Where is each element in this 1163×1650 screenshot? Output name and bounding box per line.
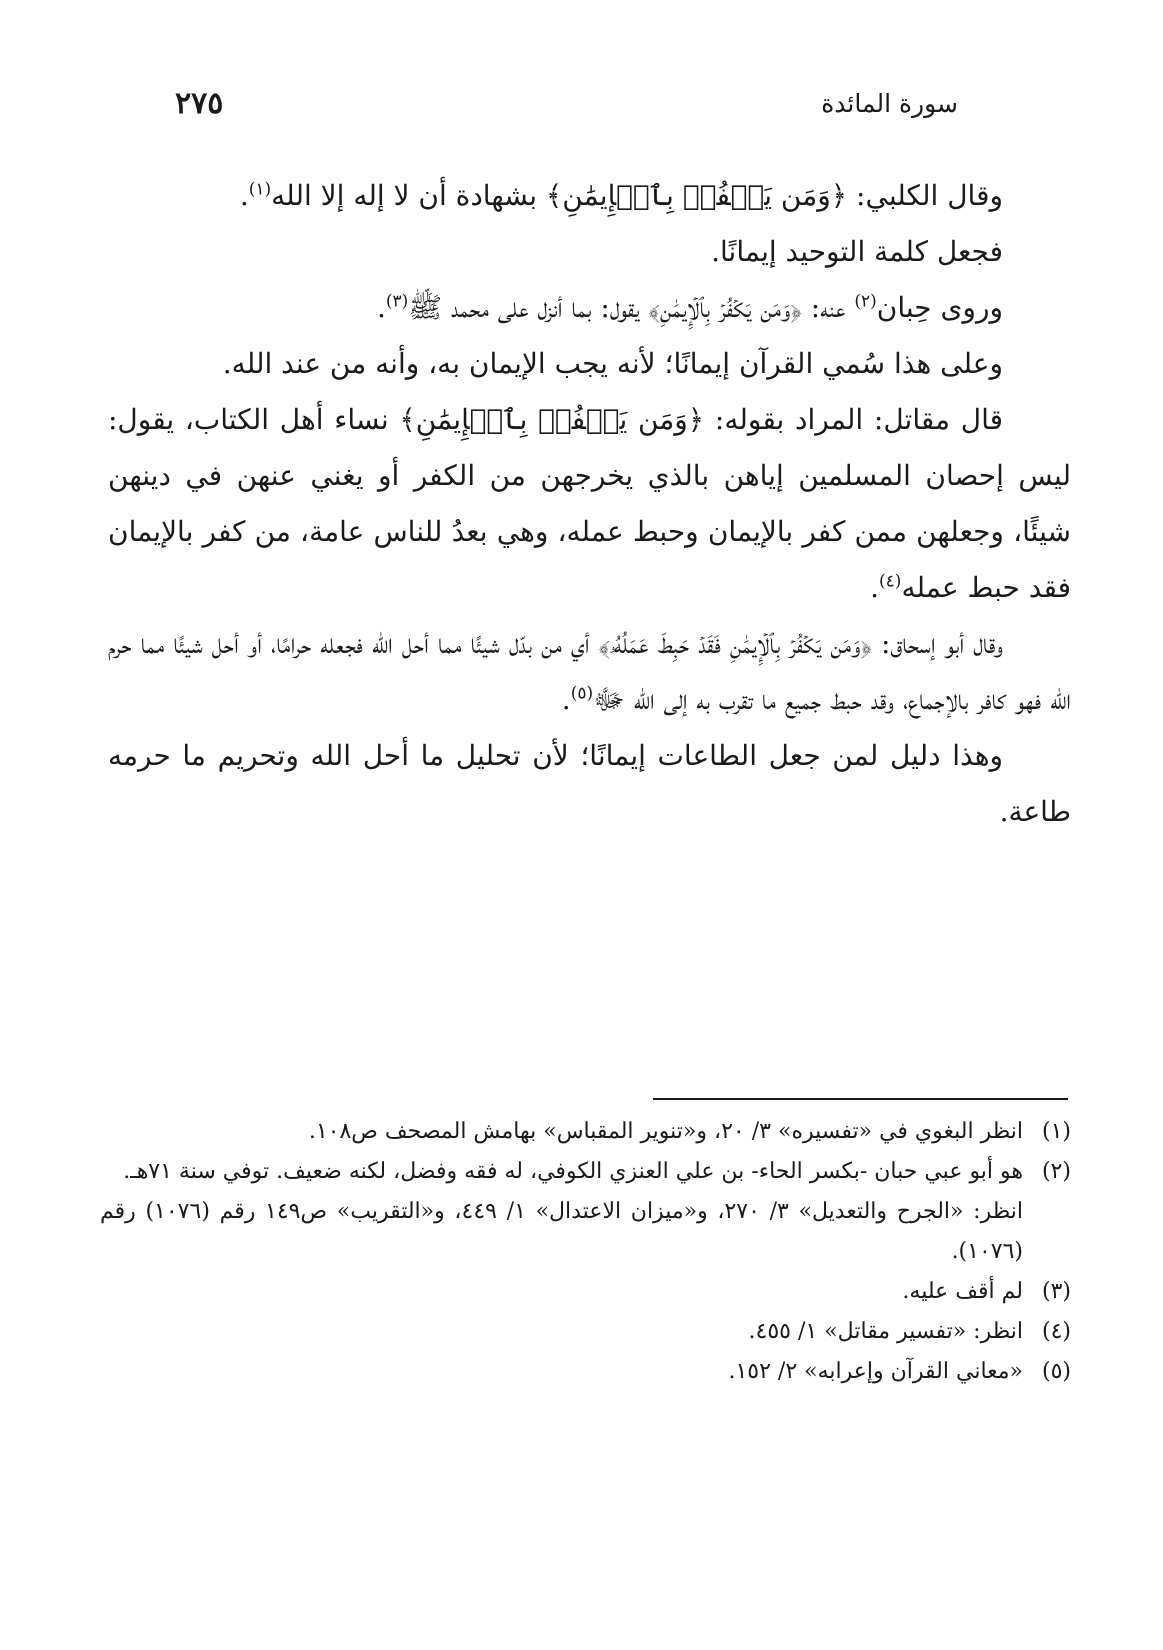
text-run: قال مقاتل: المراد بقوله: ﴿وَمَن يَكۡفُرۡ بِٱلۡإِيمَٰنِ﴾ نساء أهل الكتاب، يقول: ليس إحصان المسلمين إياهن بالذي يخرجهن من الكفر أو يغني عنهن في دينهن شيئًا، وجعلهن ممن كفر بالإيمان وحبط عمله، وهي بعدُ للناس عامة، من كفر بالإيمان فقد حبط عمله	[108, 403, 1071, 604]
text-run: وروى حِبان	[876, 291, 1003, 324]
footnote-text: انظر البغوي في «تفسيره» ٣/ ٢٠، و«تنوير المقباس» بهامش المصحف ص١٠٨.	[308, 1119, 1023, 1144]
main-text	[108, 168, 1071, 840]
paragraph-quran-iman: وعلى هذا سُمي القرآن إيمانًا؛ لأنه يجب الإيمان به، وأنه من عند الله.	[222, 347, 1003, 380]
text-run: .	[239, 179, 249, 212]
footnote-number: (٣)	[1041, 1279, 1071, 1304]
text-run: .	[561, 683, 571, 716]
text-run: وقال أبو إسحاق: ﴿وَمَن يَكۡفُرۡ بِٱلۡإِيمَٰنِ فَقَدۡ حَبِطَ عَمَلُهُۥ﴾ أي من بدّل شيئًا مما أحل الله فجعله حرامًا، أو أحل شيئًا مما حرم الله فهو كافر بالإجماع، وقد حبط جميع ما تقرب به إلى الله ﷻ	[108, 627, 1071, 716]
footnote-text: هو أبو عبي حبان -بكسر الحاء- بن علي العنزي الكوفي، له فقه وفضل، لكنه ضعيف. توفي سنة ٧١هـ.	[123, 1159, 1023, 1184]
footnote-number: (١)	[1041, 1119, 1071, 1144]
paragraph-abu-ishaq	[108, 616, 1071, 728]
footnote-item	[100, 1152, 1071, 1192]
page-number: ٢٧٥	[175, 86, 224, 121]
paragraph-kalbi	[108, 168, 1071, 224]
footnote-ref-5: (٥)	[570, 683, 594, 704]
text-run: عنه: ﴿وَمَن يَكۡفُرۡ بِٱلۡإِيمَٰنِ﴾ يقول: بما أنزل على محمد ﷺ	[408, 291, 855, 324]
paragraph-hibban	[108, 280, 1071, 336]
footnote-item	[100, 1192, 1071, 1272]
surah-title: سورة المائدة	[821, 89, 958, 118]
footnote-ref-1: (١)	[248, 179, 272, 200]
paragraph-muqatil	[108, 392, 1071, 616]
footnote-number: (٢)	[1041, 1159, 1071, 1184]
footnote-ref-2: (٢)	[854, 291, 877, 312]
text-run: .	[376, 291, 386, 324]
footnote-item	[100, 1312, 1071, 1352]
footnote-item	[100, 1352, 1071, 1392]
text-run: .	[870, 571, 880, 604]
footnote-item	[100, 1272, 1071, 1312]
text-run: وقال الكلبي: ﴿وَمَن يَكۡفُرۡ بِٱلۡإِيمَٰنِ﴾ بشهادة أن لا إله إلا الله	[271, 179, 1003, 212]
footnote-ref-3: (٣)	[385, 291, 409, 312]
footnote-number: (٤)	[1041, 1319, 1071, 1344]
footnote-ref-4: (٤)	[879, 571, 902, 592]
footnote-separator	[653, 1098, 1068, 1100]
footnote-text: انظر: «الجرح والتعديل» ٣/ ٢٧٠، و«ميزان الاعتدال» ١/ ٤٤٩، و«التقريب» ص١٤٩ رقم (١٠٧٦) رقم (١٠٧٦).	[100, 1199, 1024, 1264]
footnote-text: «معاني القرآن وإعرابه» ٢/ ١٥٢.	[728, 1359, 1023, 1384]
paragraph-conclusion: وهذا دليل لمن جعل الطاعات إيمانًا؛ لأن تحليل ما أحل الله وتحريم ما حرمه طاعة.	[108, 739, 1071, 828]
footnote-item	[100, 1112, 1071, 1152]
footnotes	[100, 1112, 1071, 1392]
footnote-text: لم أقف عليه.	[902, 1279, 1023, 1304]
paragraph-tawhid: فجعل كلمة التوحيد إيمانًا.	[711, 235, 1003, 268]
page-header	[175, 86, 958, 121]
footnote-number: (٥)	[1041, 1359, 1071, 1384]
footnote-text: انظر: «تفسير مقاتل» ١/ ٤٥٥.	[748, 1319, 1023, 1344]
